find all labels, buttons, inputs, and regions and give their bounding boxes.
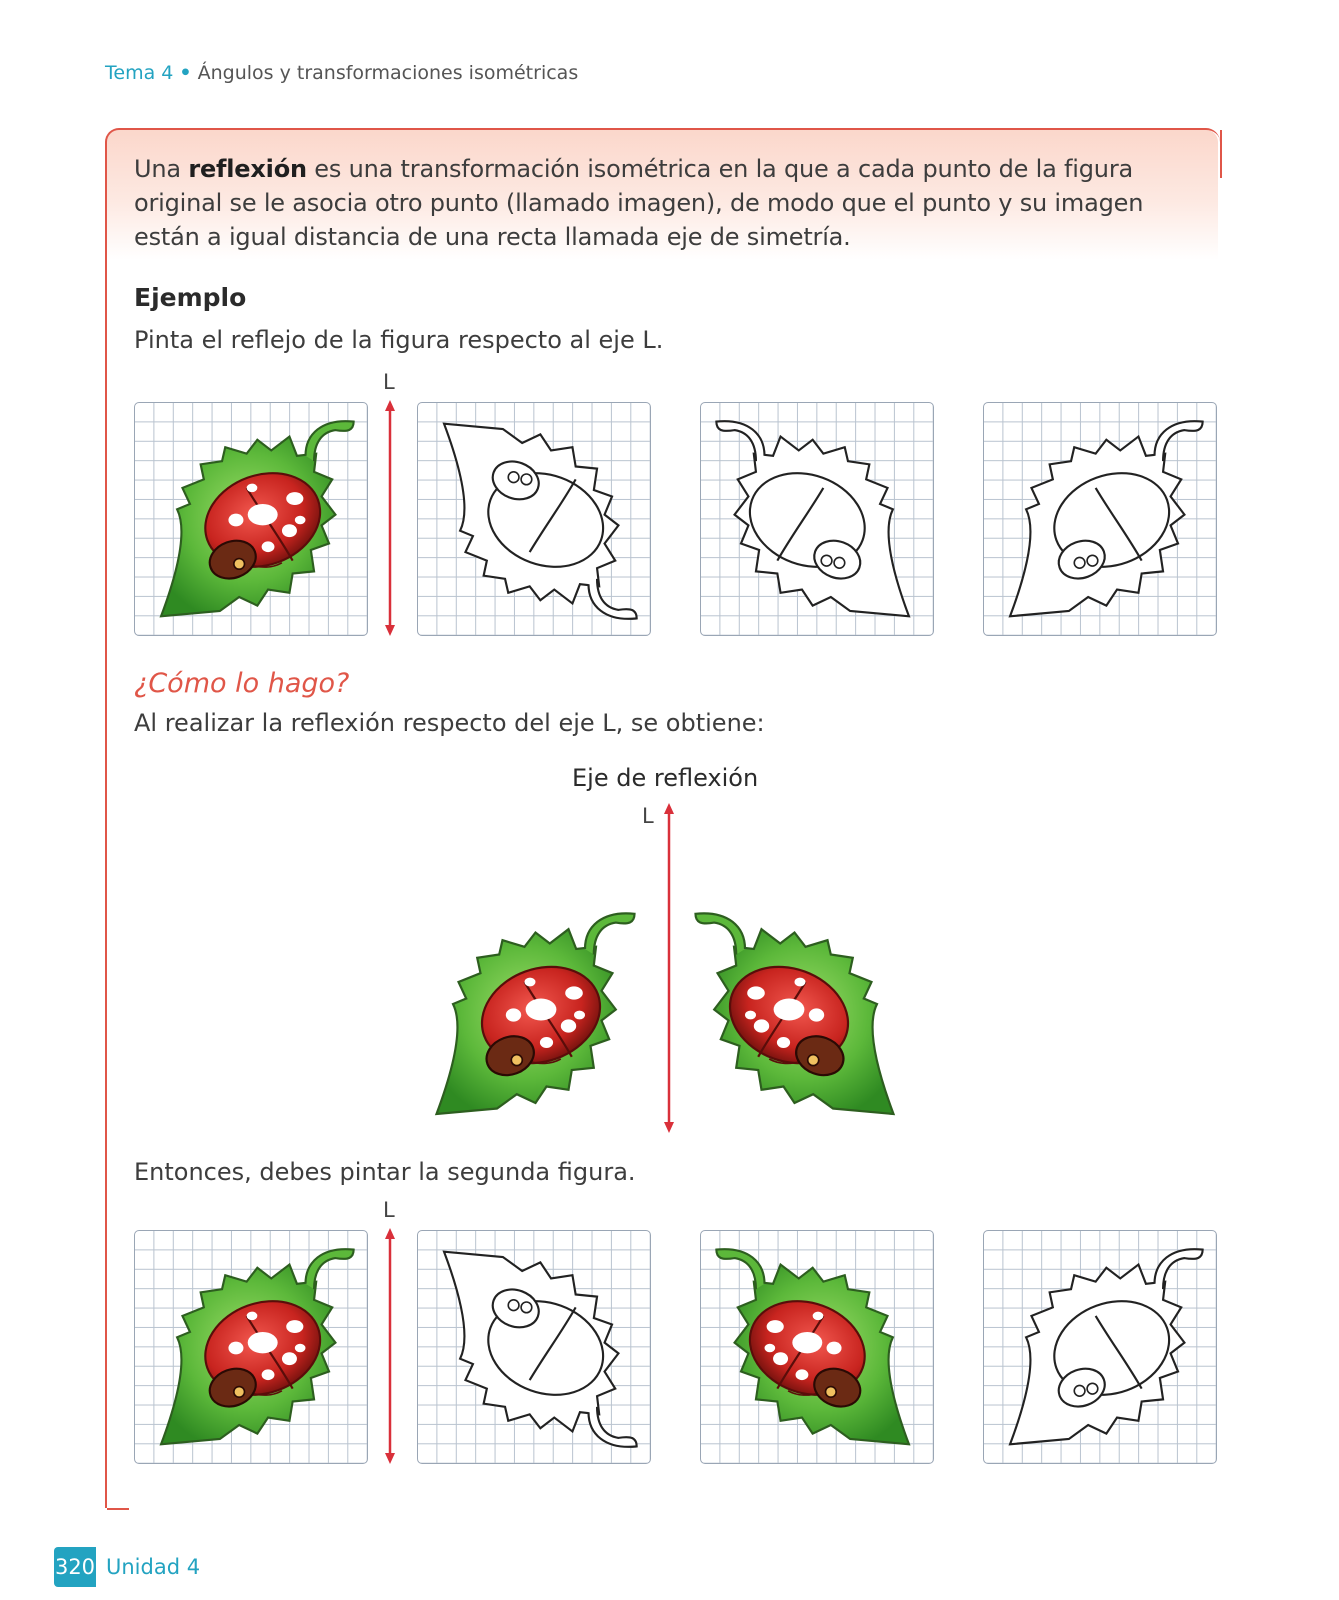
grid-solution-2-painted [700,1230,934,1464]
definition-before: Una [134,155,189,183]
leaf-ladybug-icon [135,1231,368,1464]
definition-text [134,152,1194,254]
grid-option-3[interactable] [983,402,1217,636]
grid-option-original [134,402,368,636]
conclusion-text: Entonces, debes pintar la segunda figura. [134,1158,636,1186]
leaf-ladybug-icon [135,403,368,636]
leaf-ladybug-icon [420,900,640,1130]
definition-after: es una transformación isométrica en la que a cada punto de la figura original se le asocia otro punto (llamado imagen), de modo que el punto y su imagen están a igual distancia de una recta llamada eje de simetría. [134,155,1144,251]
page-number: 320 [54,1547,96,1587]
example-heading: Ejemplo [134,283,247,312]
grid-solution-original [134,1230,368,1464]
grid-option-1[interactable] [417,402,651,636]
axis-arrow-conclusion [384,1228,396,1464]
leaf-ladybug-outline-icon [984,1231,1217,1464]
leaf-ladybug-outline-icon [984,403,1217,636]
how-text: Al realizar la reflexión respecto del eje L, se obtiene: [134,709,765,737]
axis-label-example: L [383,370,395,394]
axis-arrow-how [663,803,675,1133]
definition-term: reflexión [188,155,307,183]
how-heading: ¿Cómo lo hago? [134,668,350,699]
leaf-ladybug-outline-icon [418,1231,651,1464]
grid-option-2[interactable] [700,402,934,636]
leaf-ladybug-outline-icon [418,403,651,636]
topic-subtitle: Ángulos y transformaciones isométricas [197,62,579,84]
leaf-ladybug-outline-icon [701,403,934,636]
frame-bottom-tick [107,1508,129,1510]
axis-label-conclusion: L [383,1198,395,1222]
frame-right-tick [1220,130,1222,178]
leaf-ladybug-icon [690,900,910,1130]
grid-solution-1 [417,1230,651,1464]
axis-arrow-example [384,400,396,636]
unit-label: Unidad 4 [106,1555,201,1579]
grid-solution-3 [983,1230,1217,1464]
axis-title: Eje de reflexión [572,764,759,792]
axis-label-how: L [642,804,654,828]
header-separator: • [179,62,192,84]
page-header [105,62,578,84]
example-instruction: Pinta el reflejo de la figura respecto al eje L. [134,326,664,354]
leaf-ladybug-icon [701,1231,934,1464]
topic-label: Tema 4 [105,62,174,84]
